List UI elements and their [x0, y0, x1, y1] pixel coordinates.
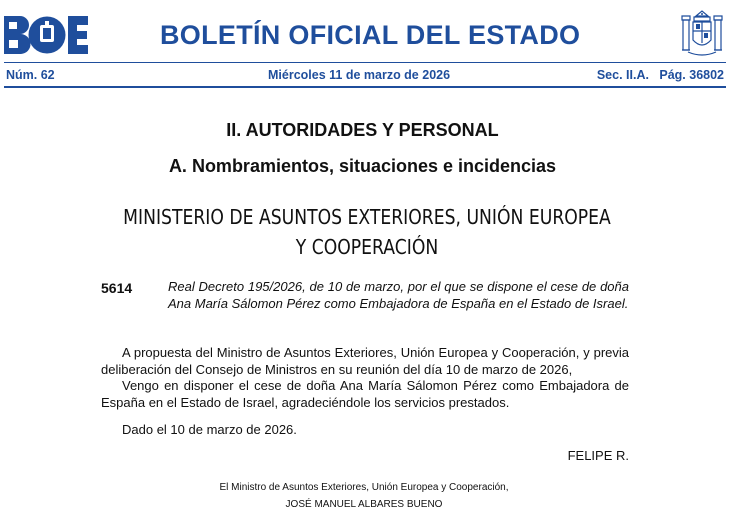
- section-subheading: A. Nombramientos, situaciones e incidencias: [168, 156, 557, 176]
- header-rule: [4, 62, 726, 63]
- king-signature: FELIPE R.: [567, 448, 629, 463]
- dated-line: Dado el 10 de marzo de 2026.: [122, 422, 297, 437]
- section-heading: II. AUTORIDADES Y PERSONAL: [226, 120, 499, 140]
- page-header: [0, 0, 735, 62]
- minister-role: El Ministro de Asuntos Exteriores, Unión Europea y Cooperación,: [219, 482, 509, 493]
- ministry-name-line2: Y COOPERACIÓN: [295, 235, 439, 259]
- boe-logo-icon: [4, 16, 88, 54]
- issue-number: Núm. 62: [6, 68, 55, 82]
- body-paragraph-1: A propuesta del Ministro de Asuntos Exteriores, Unión Europea y Cooperación, y previa deliberación del Consejo de Ministros en su reunión del día 10 de marzo de 2026,: [101, 345, 629, 377]
- disposition-title: Real Decreto 195/2026, de 10 de marzo, por el que se dispone el cese de doña Ana María Sálomon Pérez como Embajadora de España en el Estado de Israel.: [168, 279, 629, 311]
- issue-meta: [4, 66, 726, 84]
- section-page: Sec. II.A. Pág. 36802: [596, 68, 724, 82]
- ministry-name-line1: MINISTERIO DE ASUNTOS EXTERIORES, UNIÓN EUROPEA: [123, 205, 611, 229]
- disposition-number: 5614: [101, 280, 133, 296]
- minister-name: JOSÉ MANUEL ALBARES BUENO: [285, 499, 443, 510]
- issue-date: Miércoles 11 de marzo de 2026: [268, 68, 451, 82]
- body-paragraph-2: Vengo en disponer el cese de doña Ana María Sálomon Pérez como Embajadora de España en el Estado de Israel, agradeciéndole los servicios prestados.: [101, 378, 629, 410]
- meta-rule: [4, 86, 726, 88]
- spain-coat-of-arms-icon: [680, 10, 724, 58]
- bulletin-title: BOLETÍN OFICIAL DEL ESTADO: [160, 20, 581, 50]
